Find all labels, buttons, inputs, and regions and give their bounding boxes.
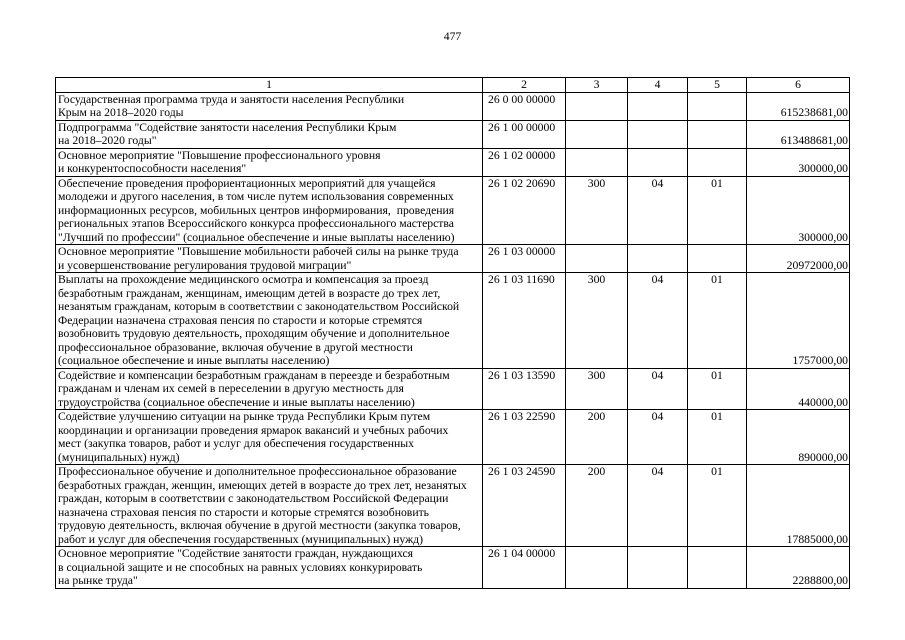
description-line: Крым на 2018–2020 годы xyxy=(58,106,184,119)
description-line: региональных этапов Всероссийского конкурса профессионального мастерства xyxy=(58,217,454,230)
description-cell xyxy=(56,368,483,410)
code-cell: 26 1 02 20690 xyxy=(483,176,566,245)
subsection-cell: 01 xyxy=(688,368,747,410)
section-cell xyxy=(628,148,688,176)
amount-cell: 20972000,00 xyxy=(747,245,850,273)
expense-type-cell xyxy=(566,148,628,176)
description-line: безработных граждан, женщин, имеющих детей в возрасте до трех лет, незанятых xyxy=(58,478,467,492)
code-cell: 26 0 00 00000 xyxy=(483,92,566,120)
section-cell xyxy=(628,92,688,120)
section-cell: 04 xyxy=(628,465,688,547)
expense-type-cell: 300 xyxy=(566,368,628,410)
header-cell-section: 4 xyxy=(628,78,688,93)
amount-cell: 890000,00 xyxy=(747,410,850,465)
description-line: Федерации назначена страховая пенсия по старости и которые стремятся xyxy=(58,313,423,327)
description-line: мест (закупка товаров, работ и услуг для обеспечения государственных xyxy=(58,437,414,450)
description-line: Обеспечение проведения профориентационных мероприятий для учащейся xyxy=(58,176,436,190)
description-line: гражданам и членам их семей в переселении в другую местность для xyxy=(58,382,404,395)
code-cell: 26 1 03 24590 xyxy=(483,465,566,547)
code-cell: 26 1 02 00000 xyxy=(483,148,566,176)
description-line: трудовую деятельность, включая обучение в другой местности (закупка товаров, xyxy=(58,519,461,532)
table-row xyxy=(56,176,850,245)
description-line: и усовершенствование регулирования трудовой миграции" xyxy=(58,258,352,272)
description-line: информационных ресурсов, мобильных центров информирования, проведения xyxy=(58,203,455,217)
description-line: трудоустройства (социальное обеспечение и иные выплаты населению) xyxy=(58,395,415,409)
amount-cell: 440000,00 xyxy=(747,368,850,410)
description-line: Основное мероприятие "Содействие занятости граждан, нуждающихся xyxy=(58,547,414,560)
expense-type-cell xyxy=(566,547,628,589)
description-cell xyxy=(56,120,483,148)
code-cell: 26 1 00 00000 xyxy=(483,120,566,148)
description-cell xyxy=(56,148,483,176)
amount-cell: 300000,00 xyxy=(747,148,850,176)
description-line: Подпрограмма "Содействие занятости населения Республики Крым xyxy=(58,120,397,134)
description-cell xyxy=(56,92,483,120)
code-cell: 26 1 03 22590 xyxy=(483,410,566,465)
code-cell: 26 1 03 00000 xyxy=(483,245,566,273)
description-line: "Лучший по профессии" (социальное обеспечение и иные выплаты населению) xyxy=(58,230,455,244)
description-line: Содействие и компенсации безработным гражданам в переезде и безработным xyxy=(58,368,450,382)
table-row xyxy=(56,368,850,410)
description-line: (социальное обеспечение и иные выплаты населению) xyxy=(58,354,330,367)
description-cell xyxy=(56,410,483,465)
table-row xyxy=(56,92,850,120)
header-cell-expense-type: 3 xyxy=(566,78,628,93)
section-cell: 04 xyxy=(628,176,688,245)
amount-cell: 613488681,00 xyxy=(747,120,850,148)
description-line: Государственная программа труда и занятости населения Республики xyxy=(58,92,405,106)
description-line: незанятым гражданам, которым в соответствии с законодательством Российской xyxy=(58,300,460,313)
subsection-cell: 01 xyxy=(688,176,747,245)
expense-type-cell xyxy=(566,92,628,120)
table-body xyxy=(56,92,850,588)
description-line: на рынке труда" xyxy=(58,574,138,587)
expense-type-cell xyxy=(566,120,628,148)
table-row xyxy=(56,273,850,369)
description-line: Основное мероприятие "Повышение мобильности рабочей силы на рынке труда xyxy=(58,245,459,258)
amount-cell: 615238681,00 xyxy=(747,92,850,120)
amount-cell: 300000,00 xyxy=(747,176,850,245)
description-line: Профессиональное обучение и дополнительное профессиональное образование xyxy=(58,465,457,478)
table-row xyxy=(56,547,850,589)
header-row xyxy=(56,78,850,93)
description-line: (муниципальных) нужд) xyxy=(58,450,180,464)
section-cell: 04 xyxy=(628,410,688,465)
subsection-cell: 01 xyxy=(688,410,747,465)
amount-cell: 1757000,00 xyxy=(747,273,850,369)
description-cell xyxy=(56,273,483,369)
section-cell: 04 xyxy=(628,368,688,410)
expense-type-cell xyxy=(566,245,628,273)
description-line: молодежи и другого населения, в том числе путем использования современных xyxy=(58,190,454,203)
table-header xyxy=(56,78,850,93)
description-line: Содействие улучшению ситуации на рынке труда Республики Крым путем xyxy=(58,410,431,423)
description-line: граждан, которым в соответствии с законодательством Российской Федерации xyxy=(58,492,449,505)
description-cell xyxy=(56,547,483,589)
expense-type-cell: 200 xyxy=(566,465,628,547)
description-line: профессиональное образование, включая обучение в другой местности xyxy=(58,340,413,354)
description-line: на 2018–2020 годы" xyxy=(58,134,157,147)
table-row xyxy=(56,120,850,148)
table-row xyxy=(56,148,850,176)
expense-type-cell: 200 xyxy=(566,410,628,465)
header-cell-description: 1 xyxy=(56,78,483,93)
description-line: безработным гражданам, женщинам, имеющим детей в возрасте до трех лет, xyxy=(58,286,441,300)
header-cell-amount: 6 xyxy=(747,78,850,93)
table-row xyxy=(56,245,850,273)
section-cell xyxy=(628,245,688,273)
section-cell xyxy=(628,120,688,148)
page-number: 477 xyxy=(443,30,462,43)
subsection-cell xyxy=(688,245,747,273)
description-line: координации и организации проведения ярмарок вакансий и учебных рабочих xyxy=(58,423,449,437)
code-cell: 26 1 04 00000 xyxy=(483,547,566,589)
amount-cell: 17885000,00 xyxy=(747,465,850,547)
subsection-cell xyxy=(688,120,747,148)
section-cell: 04 xyxy=(628,273,688,369)
expense-type-cell: 300 xyxy=(566,176,628,245)
description-line: и конкурентоспособности населения" xyxy=(58,162,247,175)
subsection-cell xyxy=(688,92,747,120)
subsection-cell: 01 xyxy=(688,273,747,369)
description-cell xyxy=(56,176,483,245)
header-cell-subsection: 5 xyxy=(688,78,747,93)
expense-type-cell: 300 xyxy=(566,273,628,369)
description-line: назначена страховая пенсия по старости и которые стремятся возобновить xyxy=(58,505,430,519)
table-row xyxy=(56,465,850,547)
section-cell xyxy=(628,547,688,589)
subsection-cell xyxy=(688,547,747,589)
description-line: работ и услуг для обеспечения государственных (муниципальных) нужд) xyxy=(58,532,423,546)
description-line: в социальной защите и не способных на равных условиях конкурировать xyxy=(58,560,423,574)
description-cell xyxy=(56,245,483,273)
table-row xyxy=(56,410,850,465)
header-cell-code: 2 xyxy=(483,78,566,93)
description-cell xyxy=(56,465,483,547)
code-cell: 26 1 03 11690 xyxy=(483,273,566,369)
amount-cell: 2288800,00 xyxy=(747,547,850,589)
description-line: Основное мероприятие "Повышение профессионального уровня xyxy=(58,148,381,162)
subsection-cell: 01 xyxy=(688,465,747,547)
code-cell: 26 1 03 13590 xyxy=(483,368,566,410)
budget-table xyxy=(55,77,850,589)
description-line: Выплаты на прохождение медицинского осмотра и компенсация за проезд xyxy=(58,273,429,286)
description-line: возобновить трудовую деятельность, проходящим обучение и дополнительное xyxy=(58,327,450,340)
subsection-cell xyxy=(688,148,747,176)
